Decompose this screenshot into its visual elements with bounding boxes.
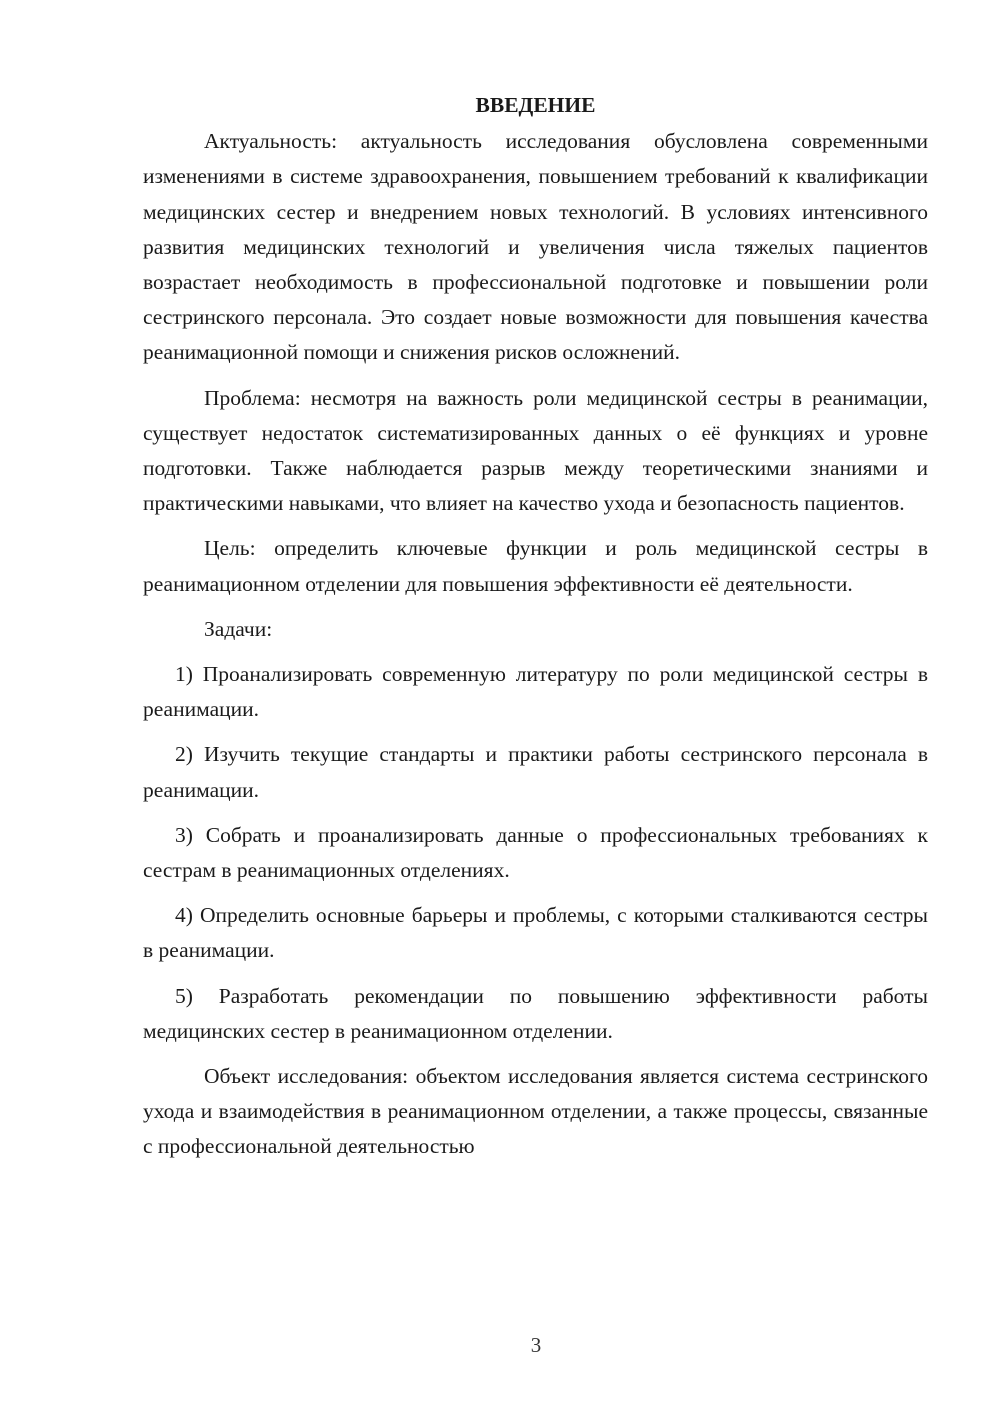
relevance-paragraph: Актуальность: актуальность исследования обусловлена современными изменениями в системе здравоохранения, повышением требований к квалификации медицинских сестер и внедрением новых технологий. В условиях интенсивного развития медицинских технологий и увеличения числа тяжелых пациентов возрастает необходимость в профессиональной подготовке и повышении роли сестринского персонала. Это создает новые возможности для повышения качества реанимационной помощи и снижения рисков осложнений. [143,129,928,365]
task-item: 2) Изучить текущие стандарты и практики работы сестринского персонала в реанимации. [143,742,928,802]
task-item: 4) Определить основные барьеры и проблемы, с которыми сталкиваются сестры в реанимации. [143,903,928,963]
goal-paragraph: Цель: определить ключевые функции и роль медицинской сестры в реанимационном отделении для повышения эффективности её деятельности. [143,536,928,596]
problem-paragraph: Проблема: несмотря на важность роли медицинской сестры в реанимации, существует недостаток систематизированных данных о её функциях и уровне подготовки. Также наблюдается разрыв между теоретическими знаниями и практическими навыками, что влияет на качество ухода и безопасность пациентов. [143,385,928,516]
task-item: 3) Собрать и проанализировать данные о профессиональных требованиях к сестрам в реанимационных отделениях. [143,822,928,883]
page-number: 3 [530,1333,542,1357]
object-paragraph: Объект исследования: объектом исследования является система сестринского ухода и взаимодействия в реанимационном отделении, а также процессы, связанные с профессиональной деятельностью [143,1064,928,1159]
task-item: 5) Разработать рекомендации по повышению эффективности работы медицинских сестер в реанимационном отделении. [143,983,928,1043]
tasks-heading: Задачи: [204,616,273,641]
section-title: ВВЕДЕНИЕ [475,93,596,117]
tasks-list [143,657,928,1049]
task-item: 1) Проанализировать современную литературу по роли медицинской сестры в реанимации. [143,662,928,722]
document-page [143,88,928,1165]
